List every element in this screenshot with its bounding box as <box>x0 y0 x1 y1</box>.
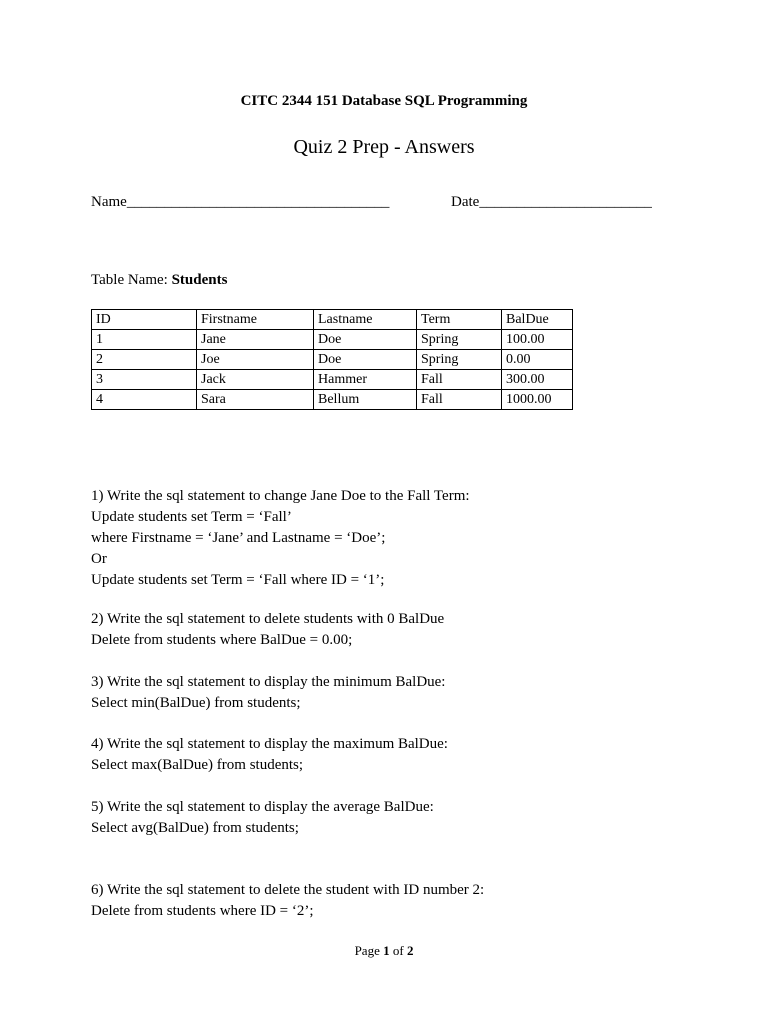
table-cell: Jane <box>197 330 314 350</box>
question-block-2 <box>91 609 444 651</box>
answer-line: Delete from students where ID = ‘2’; <box>91 903 314 919</box>
table-cell: 4 <box>92 390 197 410</box>
date-field-line: Date_______________________ <box>451 194 652 210</box>
page-current: 1 <box>383 943 390 958</box>
table-cell: Sara <box>197 390 314 410</box>
table-cell: 300.00 <box>502 370 573 390</box>
table-cell: 1000.00 <box>502 390 573 410</box>
table-row <box>92 390 573 410</box>
table-cell: Fall <box>417 390 502 410</box>
table-cell: Spring <box>417 330 502 350</box>
course-title: CITC 2344 151 Database SQL Programming <box>240 93 528 109</box>
column-header-lastname: Lastname <box>314 310 417 330</box>
table-cell: Spring <box>417 350 502 370</box>
table-row <box>92 330 573 350</box>
column-header-baldue: BalDue <box>502 310 573 330</box>
table-row <box>92 370 573 390</box>
students-table <box>91 309 573 410</box>
question-block-5 <box>91 797 434 839</box>
table-cell: Doe <box>314 330 417 350</box>
column-header-firstname: Firstname <box>197 310 314 330</box>
answer-line: Select avg(BalDue) from students; <box>91 820 299 836</box>
table-cell: 1 <box>92 330 197 350</box>
question-text: 3) Write the sql statement to display the minimum BalDue: <box>91 674 446 690</box>
document-title: Quiz 2 Prep - Answers <box>293 136 475 158</box>
table-name-prefix: Table Name: <box>91 272 168 288</box>
table-row <box>92 350 573 370</box>
table-cell: Jack <box>197 370 314 390</box>
table-cell: 2 <box>92 350 197 370</box>
answer-line: Delete from students where BalDue = 0.00; <box>91 632 353 648</box>
answer-line: where Firstname = ‘Jane’ and Lastname = ‘Doe’; <box>91 530 386 546</box>
name-field-line: Name___________________________________ <box>91 194 390 210</box>
table-name-value: Students <box>171 272 228 288</box>
table-cell: Joe <box>197 350 314 370</box>
table-header-row <box>92 310 573 330</box>
table-cell: Bellum <box>314 390 417 410</box>
column-header-term: Term <box>417 310 502 330</box>
table-cell: 0.00 <box>502 350 573 370</box>
of-word: of <box>392 943 404 958</box>
page-word: Page <box>354 943 380 958</box>
answer-line: Or <box>91 551 107 567</box>
question-block-6 <box>91 880 484 922</box>
question-text: 1) Write the sql statement to change Jane Doe to the Fall Term: <box>91 488 470 504</box>
question-block-3 <box>91 672 445 714</box>
table-cell: 3 <box>92 370 197 390</box>
table-cell: Hammer <box>314 370 417 390</box>
page-number-footer <box>0 943 768 959</box>
table-cell: Fall <box>417 370 502 390</box>
question-text: 6) Write the sql statement to delete the student with ID number 2: <box>91 882 485 898</box>
question-block-4 <box>91 734 448 776</box>
question-text: 2) Write the sql statement to delete students with 0 BalDue <box>91 611 445 627</box>
question-text: 5) Write the sql statement to display the average BalDue: <box>91 799 434 815</box>
answer-line: Update students set Term = ‘Fall’ <box>91 509 292 525</box>
answer-line: Select min(BalDue) from students; <box>91 695 301 711</box>
page-total: 2 <box>406 943 414 958</box>
answer-line: Select max(BalDue) from students; <box>91 757 304 773</box>
question-text: 4) Write the sql statement to display the maximum BalDue: <box>91 736 448 752</box>
table-cell: Doe <box>314 350 417 370</box>
column-header-id: ID <box>92 310 197 330</box>
question-block-1 <box>91 486 470 591</box>
table-name-label <box>91 272 227 289</box>
answer-line: Update students set Term = ‘Fall where ID = ‘1’; <box>91 572 385 588</box>
table-cell: 100.00 <box>502 330 573 350</box>
